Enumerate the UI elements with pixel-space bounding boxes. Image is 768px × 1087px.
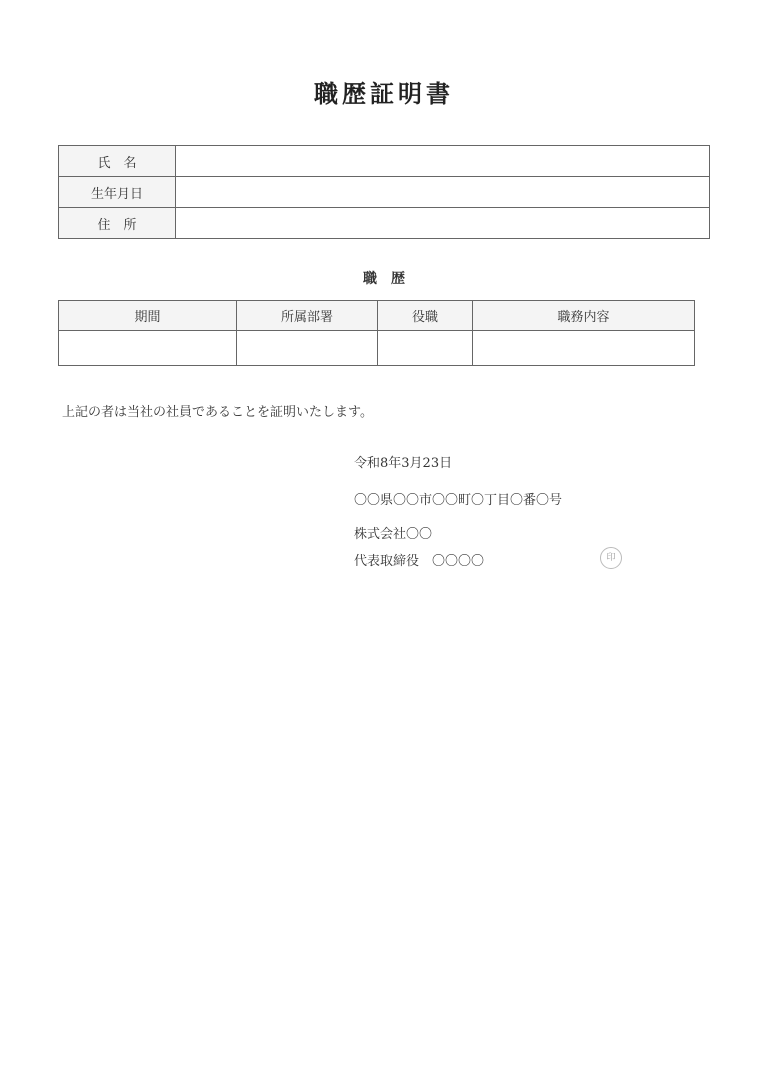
birthdate-field[interactable] [176, 177, 710, 208]
name-field[interactable] [176, 146, 710, 177]
seal-icon: 印 [600, 547, 622, 569]
table-header-row [59, 301, 695, 331]
department-cell[interactable] [237, 331, 378, 366]
career-section-title: 職歴 [363, 271, 419, 287]
duties-cell[interactable] [473, 331, 695, 366]
address-field[interactable] [176, 208, 710, 239]
table-row [59, 146, 710, 177]
issue-date: 令和8年3月23日 [354, 456, 453, 471]
representative-name: 代表取締役 〇〇〇〇 [354, 554, 485, 569]
name-label: 氏 名 [59, 146, 176, 177]
position-cell[interactable] [378, 331, 473, 366]
certification-statement: 上記の者は当社の社員であることを証明いたします。 [62, 405, 373, 420]
personal-info-table [58, 145, 710, 239]
table-row [59, 208, 710, 239]
table-row [59, 177, 710, 208]
duties-header: 職務内容 [473, 301, 695, 331]
document-title: 職歴証明書 [314, 79, 454, 108]
table-row [59, 331, 695, 366]
period-cell[interactable] [59, 331, 237, 366]
birthdate-label: 生年月日 [59, 177, 176, 208]
address-label: 住 所 [59, 208, 176, 239]
company-address: 〇〇県〇〇市〇〇町〇丁目〇番〇号 [354, 493, 563, 508]
career-table [58, 300, 695, 366]
position-header: 役職 [378, 301, 473, 331]
period-header: 期間 [59, 301, 237, 331]
department-header: 所属部署 [237, 301, 378, 331]
company-name: 株式会社〇〇 [354, 527, 433, 542]
